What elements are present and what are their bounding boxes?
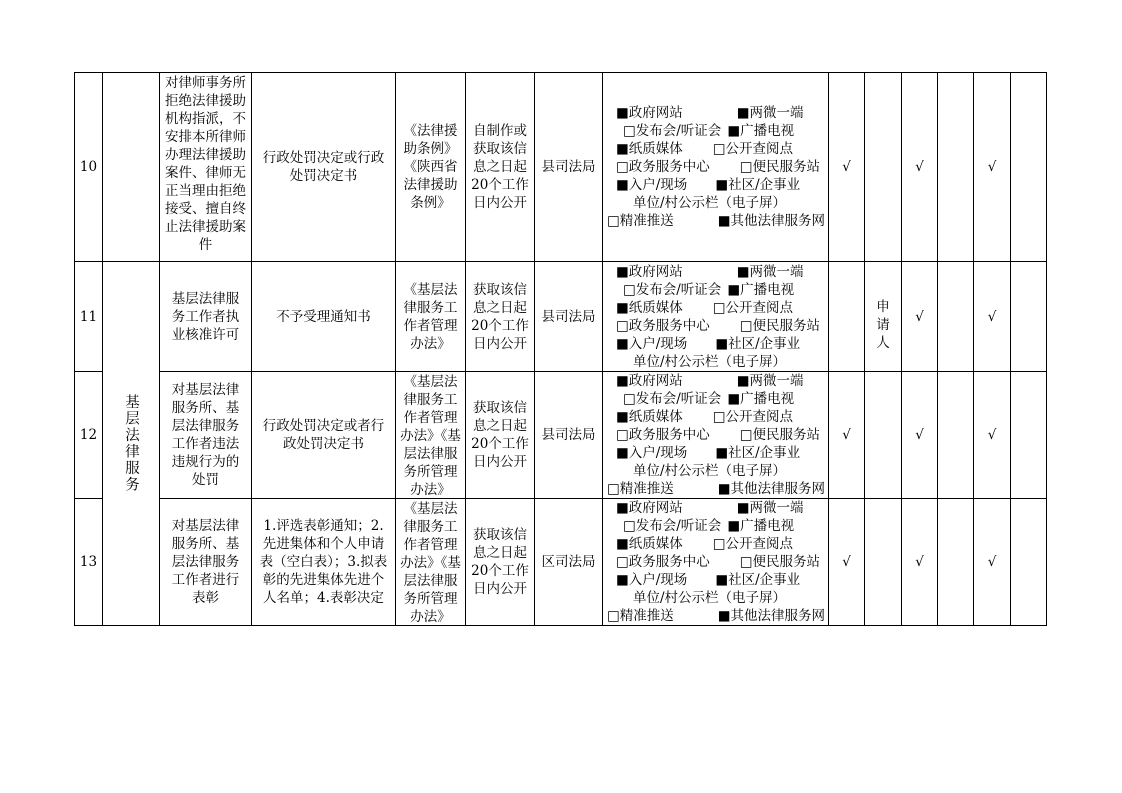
item-cell (160, 73, 252, 262)
way-active-cell: √ (902, 262, 938, 372)
channel-line (607, 408, 828, 426)
channel-option: ■其他法律服务网 (717, 213, 826, 229)
channel-option: □公开查阅点 (712, 409, 794, 425)
row-number: 13 (75, 499, 103, 626)
channel-option: □便民服务站 (739, 427, 821, 443)
level-county-cell: √ (974, 372, 1011, 499)
channel-option: ■广播电视 (727, 391, 795, 407)
channel-line (607, 426, 828, 444)
row-number: 12 (75, 372, 103, 499)
channel-line (607, 571, 828, 589)
channel-option: 单位/村公示栏（电子屏） (633, 463, 787, 479)
channel-line (607, 553, 828, 571)
basis-cell (396, 372, 466, 499)
basis-cell (396, 499, 466, 626)
channel-option: 单位/村公示栏（电子屏） (633, 195, 787, 211)
time-limit-cell: 获取该信息之日起20个工作日内公开 (466, 262, 535, 372)
channel-option: □精准推送 (607, 608, 674, 624)
subject-cell: 县司法局 (535, 372, 603, 499)
item-text: 对律师事务所拒绝法律援助机构指派，不安排本所律师办理法律援助案件、律师无正当理由拒绝接受、擅自终止法律援助案件 (165, 74, 246, 253)
channel-line (607, 317, 828, 335)
channel-option: □公开查阅点 (712, 536, 794, 552)
channel-option: 单位/村公示栏（电子屏） (633, 590, 787, 606)
channel-option: ■社区/企事业 (715, 572, 801, 588)
channel-option: □精准推送 (607, 213, 674, 229)
subject-cell: 县司法局 (535, 73, 603, 262)
channel-line (607, 263, 828, 281)
obj-all-cell: √ (829, 73, 865, 262)
channel-line (607, 353, 828, 371)
channel-option: ■两微一端 (736, 263, 804, 280)
content-cell: 不予受理通知书 (252, 262, 396, 372)
channel-line (607, 140, 828, 158)
channel-option: ■政府网站 (616, 373, 683, 389)
basis-cell: 《基层法律服务工作者管理办法》 (396, 262, 466, 372)
channel-option: □政务服务中心 (616, 554, 710, 570)
channel-option: ■纸质媒体 (616, 299, 683, 316)
channel-option: ■两微一端 (736, 105, 804, 121)
channel-option: □公开查阅点 (712, 299, 794, 316)
level-county-cell: √ (974, 73, 1011, 262)
channel-line (607, 589, 828, 607)
channel-option: ■社区/企事业 (715, 445, 801, 461)
channel-option: ■入户/现场 (616, 445, 688, 461)
item-cell: 对基层法律服务所、基层法律服务工作者违法违规行为的处罚 (160, 372, 252, 499)
channels-cell (603, 73, 829, 262)
channel-line (607, 390, 828, 408)
obj-all-cell: √ (829, 372, 865, 499)
way-active-cell: √ (902, 372, 938, 499)
row-number: 11 (75, 262, 103, 372)
channel-option: □发布会/听证会 (623, 391, 722, 407)
channel-option: □发布会/听证会 (623, 281, 722, 298)
channel-option: □便民服务站 (739, 554, 821, 570)
channel-option: ■广播电视 (727, 281, 795, 298)
channel-option: □便民服务站 (739, 159, 821, 175)
subject-cell: 区司法局 (535, 499, 603, 626)
channel-line (607, 372, 828, 390)
basis-text: 《基层法律服务工作者管理办法》《基层法律服务所管理办法》 (400, 373, 461, 498)
level-town-cell (1011, 262, 1047, 372)
channel-option: □发布会/听证会 (623, 518, 722, 534)
channel-list (607, 104, 828, 230)
way-apply-cell (938, 372, 974, 499)
channel-line (607, 607, 828, 625)
way-active-cell: √ (902, 73, 938, 262)
channel-line (607, 480, 828, 498)
obj-specific-cell (865, 262, 902, 372)
way-active-cell: √ (902, 499, 938, 626)
obj-specific-cell (865, 372, 902, 499)
content-cell: 行政处罚决定或者行政处罚决定书 (252, 372, 396, 499)
row-number: 10 (75, 73, 103, 262)
channel-option: ■政府网站 (616, 263, 683, 280)
channel-line (607, 122, 828, 140)
channel-list (607, 372, 828, 498)
channel-option: ■入户/现场 (616, 177, 688, 193)
channel-option: ■政府网站 (616, 500, 683, 516)
channel-line (607, 158, 828, 176)
channel-list (607, 263, 828, 371)
basis-text: 《基层法律服务工作者管理办法》《基层法律服务所管理办法》 (400, 501, 461, 624)
channel-option: □政务服务中心 (616, 427, 710, 443)
channel-option: ■社区/企事业 (715, 335, 801, 352)
item-cell: 对基层法律服务所、基层法律服务工作者进行表彰 (160, 499, 252, 626)
category-cell (103, 73, 160, 262)
level-town-cell (1011, 372, 1047, 499)
disclosure-table (74, 72, 1047, 626)
time-limit-cell: 自制作或获取该信息之日起20个工作日内公开 (466, 73, 535, 262)
way-apply-cell (938, 262, 974, 372)
channels-cell (603, 499, 829, 626)
channel-line (607, 335, 828, 353)
channels-cell (603, 372, 829, 499)
channel-option: ■其他法律服务网 (717, 481, 826, 497)
time-limit-cell: 获取该信息之日起20个工作日内公开 (466, 372, 535, 499)
level-county-cell: √ (974, 499, 1011, 626)
level-county-cell: √ (974, 262, 1011, 372)
channel-option: ■广播电视 (727, 123, 795, 139)
channel-option: ■纸质媒体 (616, 536, 683, 552)
level-town-cell (1011, 499, 1047, 626)
channel-option: ■其他法律服务网 (717, 608, 826, 624)
channel-option: □便民服务站 (739, 317, 821, 334)
channel-line (607, 517, 828, 535)
channel-line (607, 176, 828, 194)
table-row (75, 262, 1047, 372)
channel-option: ■两微一端 (736, 500, 804, 516)
channel-option: ■政府网站 (616, 105, 683, 121)
table-row (75, 73, 1047, 262)
channel-option: 单位/村公示栏（电子屏） (633, 353, 787, 370)
obj-all-cell (829, 262, 865, 372)
channel-list (607, 499, 828, 625)
way-apply-cell (938, 499, 974, 626)
channel-line (607, 299, 828, 317)
channels-cell (603, 262, 829, 372)
channel-option: ■入户/现场 (616, 572, 688, 588)
channel-option: ■社区/企事业 (715, 177, 801, 193)
content-cell: 1.评选表彰通知；2.先进集体和个人申请表（空白表）；3.拟表彰的先进集体先进个人名单；4.表彰决定 (252, 499, 396, 626)
channel-line (607, 212, 828, 230)
channel-option: ■两微一端 (736, 373, 804, 389)
way-apply-cell (938, 73, 974, 262)
obj-specific-text: 申请人 (876, 299, 890, 351)
table-row (75, 499, 1047, 626)
channel-option: ■纸质媒体 (616, 141, 683, 157)
time-limit-cell: 获取该信息之日起20个工作日内公开 (466, 499, 535, 626)
channel-line (607, 104, 828, 122)
channel-option: ■纸质媒体 (616, 409, 683, 425)
obj-specific-cell (865, 499, 902, 626)
channel-line (607, 535, 828, 553)
channel-line (607, 281, 828, 299)
channel-option: □精准推送 (607, 481, 674, 497)
obj-specific-cell (865, 73, 902, 262)
channel-option: □政务服务中心 (616, 159, 710, 175)
channel-option: □政务服务中心 (616, 317, 710, 334)
category-label: 基层法律服务 (123, 394, 139, 493)
channel-option: ■入户/现场 (616, 335, 688, 352)
channel-option: □公开查阅点 (712, 141, 794, 157)
category-cell (103, 262, 160, 626)
obj-all-cell: √ (829, 499, 865, 626)
table-row (75, 372, 1047, 499)
channel-option: ■广播电视 (727, 518, 795, 534)
channel-line (607, 499, 828, 517)
channel-line (607, 194, 828, 212)
channel-option: □发布会/听证会 (623, 123, 722, 139)
content-cell: 行政处罚决定或行政处罚决定书 (252, 73, 396, 262)
subject-cell: 县司法局 (535, 262, 603, 372)
basis-cell: 《法律援助条例》《陕西省法律援助条例》 (396, 73, 466, 262)
channel-line (607, 462, 828, 480)
channel-line (607, 444, 828, 462)
item-cell: 基层法律服务工作者执业核准许可 (160, 262, 252, 372)
level-town-cell (1011, 73, 1047, 262)
